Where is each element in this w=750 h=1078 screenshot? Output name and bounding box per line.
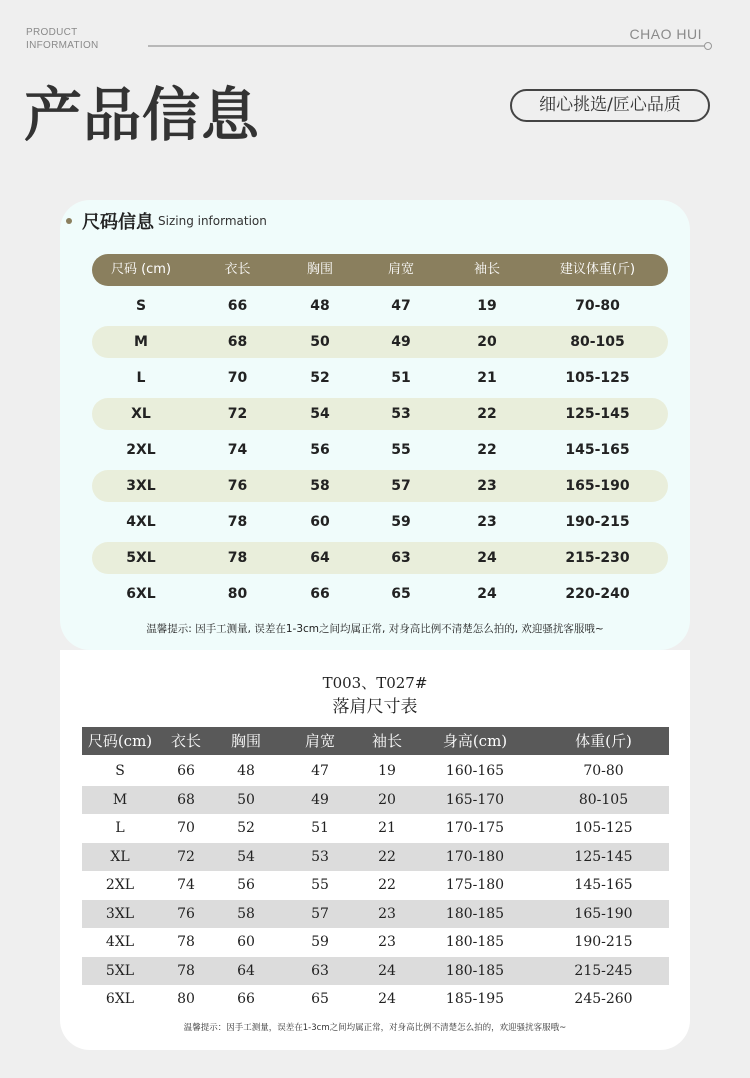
sizing-cell: 23 — [477, 478, 497, 494]
sizing-cell: 68 — [227, 334, 248, 350]
sizing-cell: 145-165 — [565, 442, 630, 458]
table2-cell: 53 — [311, 848, 329, 865]
sizing-title-zh: 尺码信息 — [82, 212, 154, 233]
table2-cell: 185-195 — [445, 991, 505, 1007]
table2-cell: 4XL — [105, 934, 135, 950]
sizing-header-cell: 建议体重(斤) — [559, 262, 636, 277]
sizing-section-title — [66, 208, 267, 234]
sizing-cell: 24 — [477, 550, 497, 566]
table2-cell: 55 — [311, 877, 329, 893]
table2-cell: 145-165 — [574, 877, 633, 893]
sizing-cell: 51 — [391, 370, 411, 386]
table2-cell: 68 — [177, 791, 195, 808]
sizing-header-cell: 胸围 — [306, 262, 333, 277]
table2-header-cell: 肩宽 — [304, 732, 335, 750]
table2-header-cell: 袖长 — [371, 732, 402, 750]
sizing-cell: 3XL — [126, 478, 156, 494]
sizing-cell: 48 — [310, 298, 330, 314]
table2-cell: 50 — [237, 791, 255, 808]
sizing-cell: 56 — [310, 442, 330, 458]
header-small-label — [26, 26, 99, 52]
table2-cell: 80-105 — [578, 791, 629, 808]
sizing-cell: 49 — [391, 334, 411, 350]
brand-name: CHAO HUI — [629, 26, 702, 42]
sizing-header-cell: 衣长 — [224, 262, 251, 277]
sizing-cell: 58 — [310, 478, 330, 494]
sizing-cell: 64 — [310, 550, 330, 566]
sizing-cell: 78 — [227, 514, 248, 530]
header-small-line2: INFORMATION — [26, 40, 99, 51]
table2-cell: 66 — [237, 991, 255, 1007]
table2-cell: M — [112, 791, 128, 808]
table2-cell: 3XL — [105, 905, 135, 922]
tagline-badge: 细心挑选/匠心品质 — [510, 89, 710, 122]
table2-row — [82, 757, 669, 785]
sizing-table-row — [92, 506, 668, 538]
table2-row — [82, 928, 669, 956]
table2-cell: 105-125 — [574, 820, 633, 836]
sizing-table-row — [92, 326, 668, 358]
sizing-table-row — [92, 542, 668, 574]
table2-row — [82, 871, 669, 899]
sizing-cell: 80 — [227, 586, 248, 602]
table2-cell: 74 — [177, 877, 195, 893]
sizing-cell: 76 — [227, 478, 248, 494]
table2-cell: 24 — [378, 991, 396, 1007]
sizing-cell: 24 — [477, 586, 497, 602]
table2-cell: 57 — [311, 905, 329, 922]
table2-header-cell: 衣长 — [170, 732, 201, 750]
table2-cell: 180-185 — [445, 934, 505, 950]
sizing-cell: 6XL — [126, 586, 156, 602]
sizing-header-cell: 袖长 — [473, 262, 500, 277]
table2-cell: 22 — [378, 848, 396, 865]
sizing-cell: 66 — [227, 298, 248, 314]
table2-row — [82, 843, 669, 871]
table2-cell: 51 — [311, 820, 329, 836]
sizing-table-row — [92, 434, 668, 466]
sizing-cell: XL — [131, 406, 151, 422]
sizing-cell: 70-80 — [575, 298, 620, 314]
table2-cell: 72 — [177, 848, 195, 865]
sizing-cell: 70 — [227, 370, 248, 386]
header-divider — [148, 45, 706, 47]
table2-cell: 78 — [177, 934, 195, 950]
sizing-table-row — [92, 290, 668, 322]
sizing-cell: 23 — [477, 514, 497, 530]
table2-cell: 64 — [237, 962, 255, 979]
table2-cell: 6XL — [105, 991, 135, 1007]
table2-cell: 170-175 — [445, 820, 505, 836]
sizing-cell: S — [135, 298, 147, 314]
sizing-cell: 105-125 — [565, 370, 630, 386]
table2-cell: 190-215 — [574, 934, 633, 950]
table2-cell: 180-185 — [445, 905, 505, 922]
sizing-table-row — [92, 362, 668, 394]
sizing-cell: 2XL — [126, 442, 156, 458]
table2-header-cell: 身高(cm) — [442, 732, 508, 750]
sizing-cell: 78 — [227, 550, 248, 566]
table2-cell: 160-165 — [445, 763, 505, 779]
sizing-cell: 55 — [391, 442, 411, 458]
table2-cell: 60 — [237, 934, 255, 950]
table2-row — [82, 814, 669, 842]
table2-cell: 78 — [177, 962, 195, 979]
sizing-cell: 63 — [391, 550, 411, 566]
sizing-cell: 53 — [391, 406, 411, 422]
table2-row — [82, 957, 669, 985]
table2-cell: 20 — [378, 791, 396, 808]
sizing-cell: 190-215 — [565, 514, 630, 530]
sizing-cell: 50 — [310, 334, 330, 350]
table2-cell: 165-170 — [445, 791, 505, 808]
table2-cell: 165-190 — [574, 905, 633, 922]
table2-note: 温馨提示：因手工测量，误差在1-3cm之间均属正常，对身高比例不清楚怎么拍的，欢迎骚扰客服哦~ — [183, 1023, 567, 1033]
sizing-cell: 165-190 — [565, 478, 630, 494]
table2-cell: 47 — [311, 763, 329, 779]
sizing-table-row — [92, 398, 668, 430]
table2-cell: 56 — [237, 877, 255, 893]
sizing-cell: M — [134, 334, 148, 350]
sizing-cell: 52 — [310, 370, 330, 386]
table2-cell: 66 — [177, 763, 195, 779]
sizing-cell: 72 — [227, 406, 248, 422]
sizing-cell: 54 — [310, 406, 330, 422]
sizing-cell: 57 — [391, 478, 411, 494]
table2-cell: 54 — [237, 848, 255, 865]
sizing-cell: 21 — [477, 370, 497, 386]
table2-cell: 70-80 — [583, 763, 624, 779]
sizing-cell: 47 — [391, 298, 411, 314]
sizing-cell: 125-145 — [565, 406, 630, 422]
table2-subtitle: 落肩尺寸表 — [332, 697, 418, 717]
table2-cell: 58 — [237, 905, 255, 922]
sizing-cell: 22 — [477, 442, 497, 458]
table2-cell: 24 — [378, 962, 396, 979]
table2-row — [82, 900, 669, 928]
sizing-cell: 74 — [227, 442, 248, 458]
table2-cell: 80 — [177, 991, 195, 1007]
header-divider-dot — [704, 42, 712, 50]
sizing-cell: 60 — [310, 514, 330, 530]
page-title: 产品信息 — [24, 81, 261, 149]
table2-header-cell: 体重(斤) — [575, 732, 632, 750]
table2-cell: 180-185 — [445, 962, 505, 979]
sizing-table-row — [92, 470, 668, 502]
table2-cell: 125-145 — [574, 848, 633, 865]
sizing-title-en: Sizing information — [158, 214, 267, 228]
bullet-dot-icon — [66, 218, 72, 224]
sizing-cell: 66 — [310, 586, 330, 602]
table2-cell: S — [115, 763, 125, 779]
sizing-header-cell: 肩宽 — [387, 262, 414, 277]
sizing-cell: 19 — [477, 298, 497, 314]
table2-cell: 52 — [237, 820, 255, 836]
table2-cell: 175-180 — [445, 877, 505, 893]
sizing-header-cell: 尺码 (cm) — [110, 262, 172, 277]
table2-cell: 23 — [378, 934, 396, 950]
table2-cell: 245-260 — [574, 991, 633, 1007]
sizing-cell: L — [136, 370, 146, 386]
table2-header-cell: 尺码(cm) — [87, 732, 153, 750]
table2-cell: 215-245 — [574, 962, 633, 979]
sizing-cell: 22 — [477, 406, 497, 422]
sizing-cell: 220-240 — [565, 586, 630, 602]
sizing-cell: 80-105 — [570, 334, 625, 350]
header-small-line1: PRODUCT — [26, 27, 78, 38]
sizing-note: 温馨提示: 因手工测量, 误差在1-3cm之间均属正常, 对身高比例不清楚怎么拍的, 欢迎骚扰客服哦~ — [146, 623, 604, 635]
table2-cell: 65 — [311, 991, 329, 1007]
table2-code: T003、T027# — [322, 674, 428, 692]
sizing-table-header — [92, 254, 668, 286]
sizing-cell: 20 — [477, 334, 497, 350]
table2-cell: 2XL — [105, 877, 135, 893]
table2-cell: 19 — [378, 763, 396, 779]
table2-cell: XL — [110, 848, 130, 865]
table2-header — [82, 727, 669, 755]
table2-row — [82, 786, 669, 814]
table2-cell: 76 — [177, 905, 195, 922]
table2-cell: 170-180 — [445, 848, 505, 865]
table2-cell: L — [115, 820, 125, 836]
table2-cell: 21 — [378, 820, 396, 836]
table2-cell: 70 — [177, 820, 195, 836]
sizing-cell: 215-230 — [565, 550, 630, 566]
sizing-cell: 59 — [391, 514, 411, 530]
table2-cell: 63 — [311, 962, 329, 979]
table2-row — [82, 985, 669, 1013]
table2-cell: 23 — [378, 905, 396, 922]
table2-cell: 59 — [311, 934, 329, 950]
table2-cell: 22 — [378, 877, 396, 893]
table2-cell: 5XL — [105, 962, 135, 979]
sizing-cell: 5XL — [126, 550, 156, 566]
sizing-cell: 65 — [391, 586, 411, 602]
sizing-table-row — [92, 578, 668, 610]
sizing-cell: 4XL — [126, 514, 156, 530]
table2-header-cell: 胸围 — [230, 732, 261, 750]
table2-cell: 48 — [237, 763, 255, 779]
table2-cell: 49 — [311, 791, 329, 808]
